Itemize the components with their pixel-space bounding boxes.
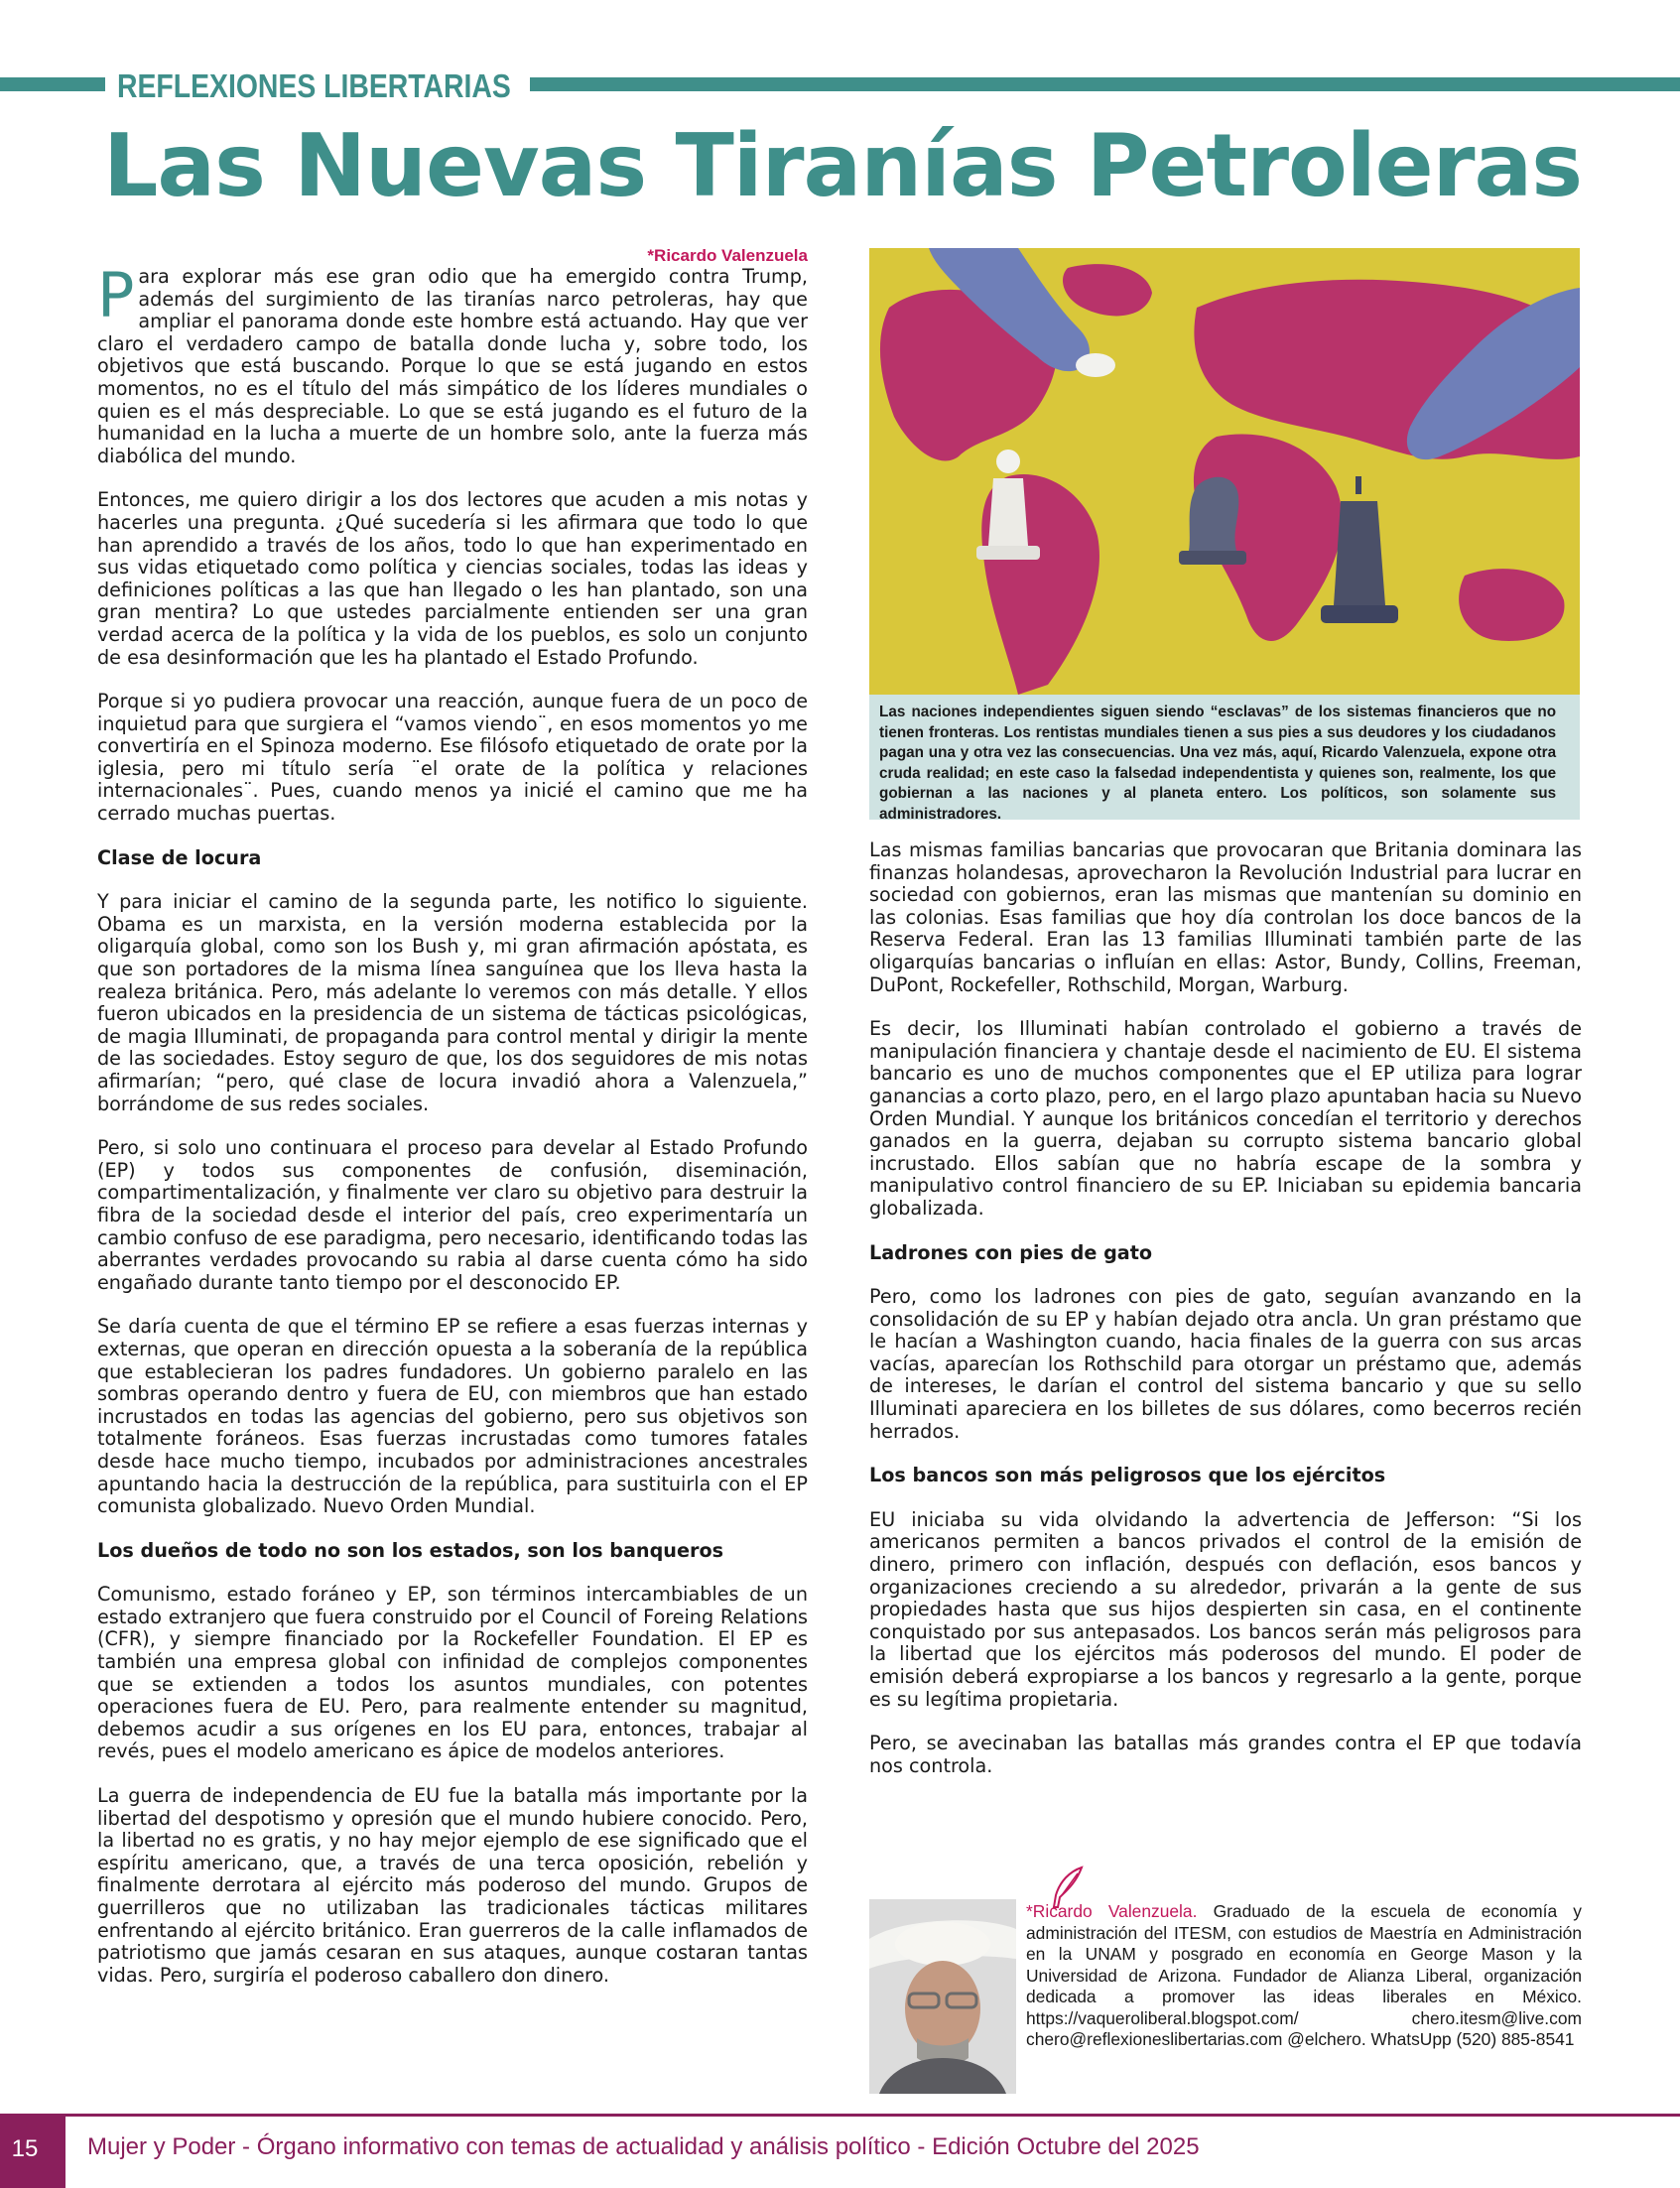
section-heading — [97, 847, 808, 870]
paragraph-text: Los bancos son más peligrosos que los ejércitos — [869, 1464, 1386, 1487]
author-bio-text: Graduado de la escuela de economía y administración del ITESM, con estudios de Maestría en Administración en la UNAM y posgrado en economía en George Mason y la Universidad de Arizona. Fundador de Alianza Liberal, organización dedicada a promover las ideas liberales en México. https://vaqueroliberal.blogspot.com/ chero.itesm@live.com chero@reflexioneslibertarias.com @elchero. WhatsUpp (520) 885-8541 — [1026, 1901, 1583, 2049]
section-heading — [869, 1465, 1582, 1487]
paragraph — [869, 1733, 1582, 1777]
byline: *Ricardo Valenzuela — [647, 246, 808, 265]
paragraph-text: Las mismas familias bancarias que provocaran que Britania dominara las finanzas holandesas, aprovecharon la Revolución Industrial para lucrar en sociedad con gobiernos, eran las mismas que mantenían su dominio en las colonias. Esas familias que hoy día controlan los doce bancos de la Reserva Federal. Eran las 13 familias Illuminati también parte de las oligarquías bancarias o influían en ellas: Astor, Bundy, Collins, Freeman, DuPont, Rockefeller, Rothschild, Morgan, Warburg. — [869, 838, 1582, 996]
map-illustration-svg — [869, 248, 1580, 695]
paragraph-text: Pero, se avecinaban las batallas más grandes contra el EP que todavía nos controla. — [869, 1732, 1582, 1777]
paragraph — [97, 1137, 808, 1294]
footer-text: Mujer y Poder - Órgano informativo con temas de actualidad y análisis político - Edición Octubre del 2025 — [87, 2133, 1200, 2160]
section-heading — [97, 1540, 808, 1563]
footer-rule — [0, 2114, 1680, 2117]
paragraph-text: Se daría cuenta de que el término EP se refiere a esas fuerzas internas y externas, que operan en dirección opuesta a la soberanía de la república que establecieran los padres fundadores. Un gobierno paralelo en las sombras operando dentro y fuera de EU, con miembros que han estado incrustados en todas las agencias del gobierno, pero sus objetivos son totalmente foráneos. Esas fuerzas incrustadas como tumores fatales desde hace mucho tiempo, incubados por administraciones ancestrales apuntando hacia la destrucción de la república, para sustituirla con el EP comunista globalizado. Nuevo Orden Mundial. — [97, 1315, 808, 1518]
author-bio — [1026, 1901, 1582, 2051]
image-caption — [869, 695, 1580, 823]
paragraph — [869, 1509, 1582, 1711]
paragraph — [97, 489, 808, 669]
section-bar-left — [0, 77, 105, 91]
paragraph — [97, 1584, 808, 1763]
paragraph — [97, 1316, 808, 1517]
paragraph-text: Pero, si solo uno continuara el proceso para develar al Estado Profundo (EP) y todos sus componentes de confusión, diseminación, compartimentalización, y finalmente ver claro su objetivo para destruir la fibra de la sociedad desde el interior del país, creo experimentaría un cambio confuso de ese paradigma, pero necesario, identificando todas las aberrantes verdades provocando su rabia al darse cuenta cómo ha sido engañado durante tanto tiempo por el desconocido EP. — [97, 1136, 808, 1294]
page-number: 15 — [11, 2135, 39, 2162]
white-piece-in-hand — [1076, 353, 1115, 377]
paragraph-text: Comunismo, estado foráneo y EP, son términos intercambiables de un estado extranjero que fuera construido por el Council of Foreing Relations (CFR), y siempre financiado por la Rockefeller Foundation. El EP es también una empresa global con infinidad de complejos componentes que se extienden a todos los asuntos mundiales, con potentes operaciones fuera de EU. Pero, para realmente entender su magnitud, debemos acudir a sus orígenes en los EU para, entonces, trabajar al revés, pues el modelo americano es ápice de modelos anteriores. — [97, 1583, 808, 1763]
paragraph-text: Ladrones con pies de gato — [869, 1240, 1153, 1264]
paragraph — [97, 691, 808, 826]
paragraph — [97, 259, 808, 467]
paragraph-text: Entonces, me quiero dirigir a los dos lectores que acuden a mis notas y hacerles una pregunta. ¿Qué sucedería si les afirmara que todo lo que han aprendido a través de los años, todo lo que han experimentado en sus vidas etiquetado como política y ciencias sociales, todas las ideas y definiciones políticas a las que han llegado o les han plantado, son una gran mentira? Lo que ustedes parcialmente entienden ser una gran verdad acerca de la política y la vida de los pueblos, es solo un conjunto de esa desinformación que les ha plantado el Estado Profundo. — [97, 488, 808, 669]
paragraph-text: Es decir, los Illuminati habían controlado el gobierno a través de manipulación financiera y chantaje desde el nacimiento de EU. El sistema bancario es uno de muchos componentes que el EP utiliza para lograr ganancias a corto plazo, pero, en el largo plazo apuntaban hacia su Nuevo Orden Mundial. Y aunque los británicos concedían el territorio y derechos ganados en la guerra, dejaban su corrupto sistema bancario global incrustado. Ellos sabían que no habría escape de la sombra y manipulativo control financiero de su EP. Iniciaban su epidemia bancaria globalizada. — [869, 1017, 1583, 1220]
author-name: *Ricardo Valenzuela. — [1026, 1901, 1198, 1921]
paragraph-text: Clase de locura — [97, 845, 262, 869]
paragraph-text: Porque si yo pudiera provocar una reacción, aunque fuera de un poco de inquietud para que surgiera el “vamos viendo¨, en esos momentos yo me convertiría en el Spinoza moderno. Ese filósofo etiquetado de orate por la iglesia, pero mi título sería ¨el orate de la política y relaciones internacionales¨. Pues, cuando menos ya inicié el camino que me ha cerrado muchas puertas. — [97, 690, 808, 826]
paragraph — [869, 1018, 1582, 1220]
right-column — [869, 839, 1582, 1799]
paragraph-text: ara explorar más ese gran odio que ha emergido contra Trump, además del surgimiento de las tiranías narco petroleras, hay que ampliar el panorama donde este hombre está actuando. Hay que ver claro el verdadero campo de batalla donde lucha y, sobre todo, los objetivos que está buscando. Porque lo que se está jugando en estos momentos, no es el título del más simpático de los líderes mundiales o quien es el más despreciable. Lo que se está jugando es el futuro de la humanidad en la lucha a muerte de un hombre solo, ante la fuerza más diabólica del mundo. — [97, 265, 808, 467]
author-photo — [869, 1899, 1016, 2094]
drop-cap: P — [97, 259, 135, 331]
section-heading — [869, 1242, 1582, 1265]
paragraph-text: Los dueños de todo no son los estados, son los banqueros — [97, 1538, 724, 1562]
paragraph — [97, 1785, 808, 1987]
paragraph-text: Y para iniciar el camino de la segunda parte, les notifico lo siguiente. Obama es un marxista, en la versión moderna establecida por la oligarquía global, como son los Bush y, mi gran afirmación apóstata, es que son portadores de la misma línea sanguínea que los lleva hasta la realeza británica. Pero, más adelante lo veremos con más detalle. Y ellos fueron ubicados en la presidencia de un sistema de tácticas psicológicas, de magia Illuminati, de propaganda para control mental y dirigir la mente de las sociedades. Estoy seguro de que, los dos seguidores de mis notas afirmarían; “pero, qué clase de locura invadió ahora a Valenzuela,” borrándome de sus redes sociales. — [97, 890, 808, 1115]
section-bar-right — [530, 77, 1680, 91]
paragraph-text: EU iniciaba su vida olvidando la advertencia de Jefferson: “Si los americanos permiten a bancos privados el control de la emisión de dinero, primero con inflación, después con deflación, esos bancos y organizaciones creciendo a su alrededor, privarán a la gente de sus propiedades hasta que sus hijos despierten sin casa, en el continente conquistado por sus antepasados. Los bancos serán más peligrosos para la libertad que los ejércitos más poderosos del mundo. El poder de emisión deberá expropiarse a los bancos y regresarlo a la gente, porque es su legítima propietaria. — [869, 1507, 1582, 1711]
left-column — [97, 259, 808, 2008]
paragraph — [869, 1286, 1582, 1443]
world-map-chess-illustration — [869, 248, 1580, 695]
paragraph-text: La guerra de independencia de EU fue la batalla más importante por la libertad del despotismo y opresión que el mundo hubiere conocido. Pero, la libertad no es gratis, y no hay mejor ejemplo de ese significado que el espíritu americano, que, a través de una terca oposición, rebelión y finalmente derrotara al ejército más poderoso del mundo. Grupos de guerrilleros que no utilizaban las tradicionales tácticas militares enfrentando al ejército británico. Eran guerreros de la calle inflamados de patriotismo que jamás cesaran en sus ataques, aunque costaran tantas vidas. Pero, surgiría el poderoso caballero don dinero. — [97, 1784, 808, 1987]
section-label: REFLEXIONES LIBERTARIAS — [117, 67, 511, 104]
article-title: Las Nuevas Tiranías Petroleras — [103, 115, 1583, 216]
paragraph-text: Pero, como los ladrones con pies de gato, seguían avanzando en la consolidación de su EP y habían dejado otra ancla. Un gran préstamo que le hacían a Washington cuando, hacia finales de la guerra con sus arcas vacías, aparecían los Rothschild para otorgar un préstamo que, además de intereses, le darían el control del sistema bancario y que su sello Illuminati apareciera en los billetes de sus dólares, como becerros recién herrados. — [869, 1285, 1582, 1443]
caption-text: Las naciones independientes siguen siendo “esclavas” de los sistemas financieros que no tienen fronteras. Los rentistas mundiales tienen a sus pies a sus deudores y los ciudadanos pagan una y otra vez las consecuencias. Una vez más, aquí, Ricardo Valenzuela, expone otra cruda realidad; en este caso la falsedad independentista y quienes son, realmente, los que gobiernan a las naciones y al planeta entero. Los políticos, son solamente sus administradores. — [879, 704, 1557, 823]
paragraph — [97, 891, 808, 1115]
paragraph — [869, 839, 1582, 996]
